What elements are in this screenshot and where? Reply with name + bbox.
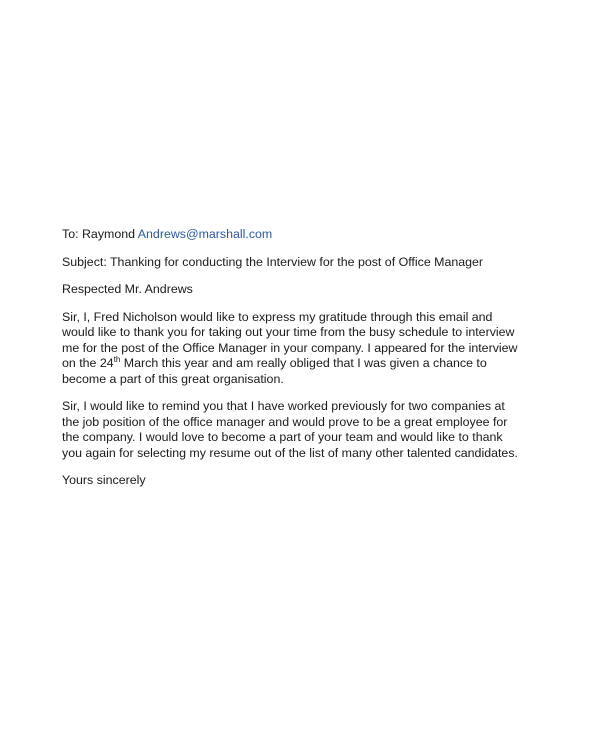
email-letter [62, 227, 542, 501]
salutation: Respected Mr. Andrews [62, 282, 193, 296]
closing: Yours sincerely [62, 473, 146, 487]
date-continuation: March this year and am really obliged that I was given a chance to [120, 356, 487, 370]
subject-line: Subject: Thanking for conducting the Interview for the post of Office Manager [62, 254, 484, 269]
paragraph-line [62, 356, 542, 372]
paragraph-line: become a part of this great organisation. [62, 371, 284, 386]
ordinal-suffix: th [113, 355, 121, 364]
paragraph-line: the company. I would love to become a part of your team and would like to thank [62, 430, 503, 444]
recipient-email[interactable]: Andrews@marshall.com [137, 227, 273, 241]
paragraph-line: you again for selecting my resume out of the list of many other talented candidates. [62, 445, 518, 460]
recipient-name: Raymond [81, 227, 136, 241]
date-text: on the 24 [62, 356, 114, 370]
body-paragraph-1 [62, 310, 542, 388]
paragraph-line: the job position of the office manager and would prove to be a great employee for [62, 414, 508, 429]
body-paragraph-2 [62, 399, 542, 461]
paragraph-line: Sir, I would like to remind you that I have worked previously for two companies at [62, 399, 505, 413]
paragraph-line: me for the post of the Office Manager in your company. I appeared for the interview [62, 340, 518, 355]
paragraph-line: would like to thank you for taking out your time from the busy schedule to interview [62, 325, 515, 339]
recipient-line [62, 227, 542, 243]
paragraph-line: Sir, I, Fred Nicholson would like to express my gratitude through this email and [62, 309, 493, 324]
to-label: To: [62, 227, 79, 241]
